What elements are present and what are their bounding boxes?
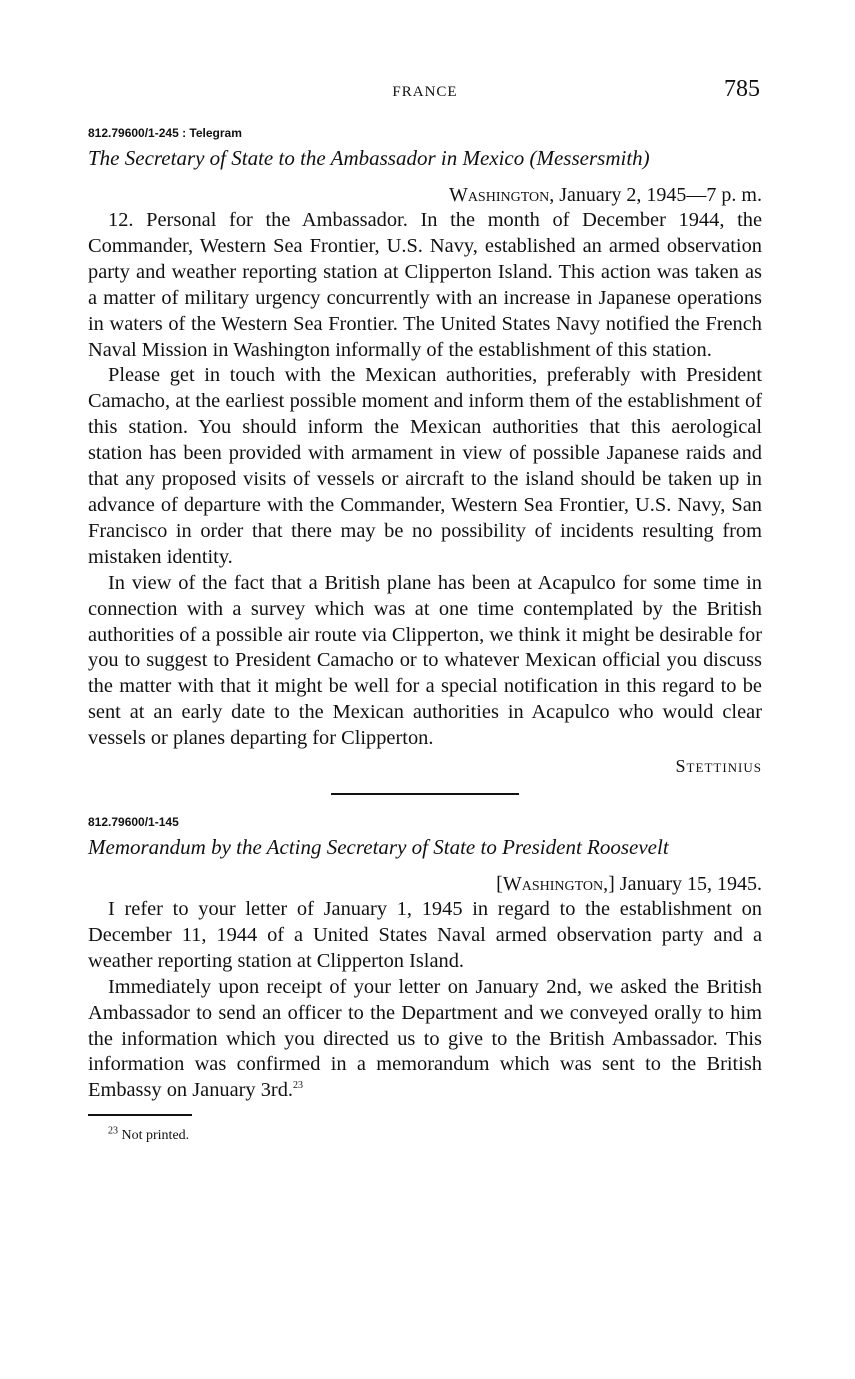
file-reference: 812.79600/1-145	[88, 815, 179, 830]
file-reference: 812.79600/1-245 : Telegram	[88, 126, 242, 140]
page-number: 785	[724, 76, 760, 102]
dateline	[88, 871, 762, 897]
footnote-divider	[88, 1114, 192, 1116]
body-paragraph: In view of the fact that a British plane has been at Acapulco for some time in connection with a survey which was at one time contemplated by the British authorities of a possible air route via Clipperton, we think it might be desirable for you to suggest to President Camacho or to whatever Mexican official you discuss the matter with that it might be well for a special notification in this regard to be sent at an early date to the Mexican authorities in Acapulco who would clear vessels or planes departing for Clipperton.	[88, 571, 762, 750]
section-divider	[331, 793, 519, 795]
dateline-date: ,] January 15, 1945.	[603, 873, 762, 896]
footnote-text: Not printed.	[121, 1128, 190, 1144]
dateline-place: Washington	[502, 873, 604, 896]
running-head	[88, 76, 762, 108]
running-title: FRANCE	[392, 84, 458, 100]
memorandum-section	[88, 813, 762, 1104]
document-title: The Secretary of State to the Ambassador in Mexico (Messersmith)	[88, 146, 650, 170]
document-page	[88, 76, 762, 1146]
dateline-place: Washington	[448, 184, 550, 206]
document-title: Memorandum by the Acting Secretary of State to President Roosevelt	[88, 835, 669, 860]
body-paragraph-text: Immediately upon receipt of your letter on January 2nd, we asked the British Ambassador to send an officer to the Department and we conveyed orally to him the information which you directed us to give to the British Ambassador. This information was confirmed in a memorandum which was sent to the British Embassy on January 3rd.	[88, 975, 762, 1102]
dateline-bracket: [	[496, 873, 503, 896]
body-paragraph	[88, 975, 762, 1105]
dateline-date: , January 2, 1945—7 p. m.	[549, 184, 762, 206]
footnote-reference: 23	[293, 1080, 304, 1092]
dateline	[88, 182, 762, 208]
body-paragraph: Please get in touch with the Mexican authorities, preferably with President Camacho, at the earliest possible moment and inform them of the establishment of this station. You should inform the Mexican authorities that this aerological station has been provided with armament in view of possible Japanese raids and that any proposed visits of vessels or aircraft to the island should be taken up in advance of departure with the Commander, Western Sea Frontier, U.S. Navy, San Francisco in order that there may be no possibility of incidents resulting from mistaken identity.	[88, 364, 762, 568]
footnote-marker: 23	[108, 1125, 118, 1137]
telegram-section	[88, 124, 762, 778]
footnote	[88, 1126, 762, 1146]
body-paragraph: 12. Personal for the Ambassador. In the month of December 1944, the Commander, Western Sea Frontier, U.S. Navy, established an armed observation party and weather reporting station at Clipperton Island. This action was taken as a matter of military urgency concurrently with an increase in Japanese operations in waters of the Western Sea Frontier. The United States Navy notified the French Naval Mission in Washington informally of the establishment of this station.	[88, 209, 762, 361]
signature: Stettinius	[675, 756, 762, 777]
body-paragraph: I refer to your letter of January 1, 1945 in regard to the establishment on December 11, 1944 of a United States Naval armed observation party and a weather reporting station at Clipperton Island.	[88, 898, 762, 972]
